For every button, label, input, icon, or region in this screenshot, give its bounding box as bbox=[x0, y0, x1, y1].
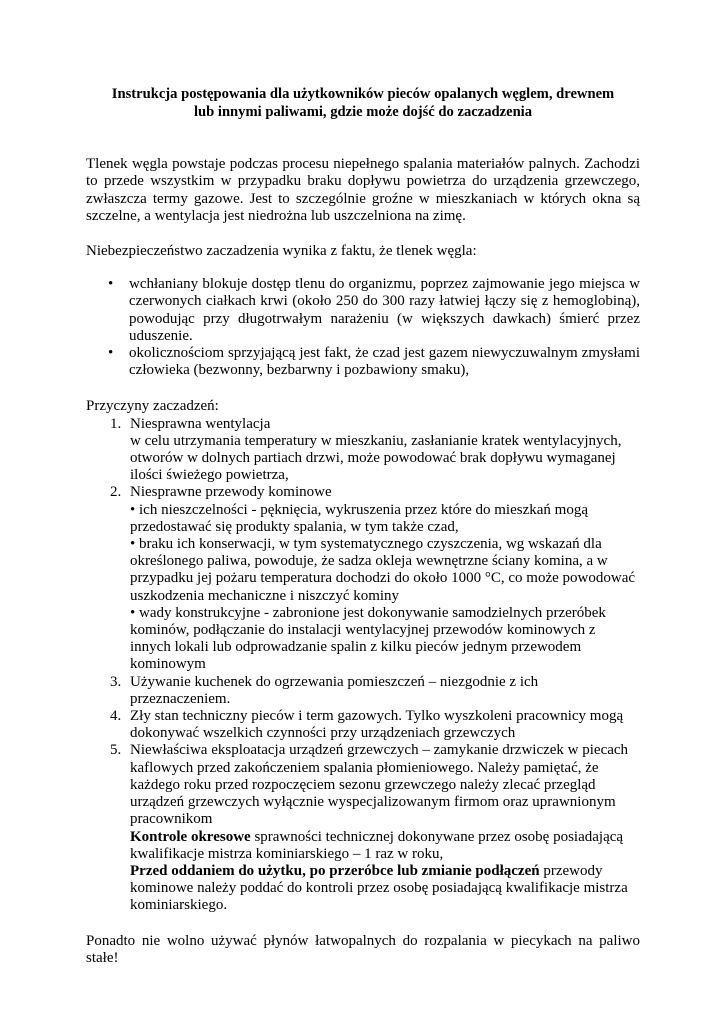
cause-item-ventilation bbox=[86, 416, 640, 485]
document-page bbox=[86, 86, 640, 967]
periodic-check-label: Kontrole okresowe bbox=[130, 828, 251, 845]
cause-number: 2. bbox=[110, 484, 122, 501]
list-item bbox=[86, 276, 640, 345]
cause-item-stoves bbox=[86, 674, 640, 708]
pre-use-check-note bbox=[130, 863, 640, 915]
cause-number: 1. bbox=[110, 415, 122, 432]
document-title bbox=[86, 86, 640, 121]
title-line-2: lub innymi paliwami, gdzie może dojść do zaczadzenia bbox=[193, 103, 533, 120]
cause-subitem: • ich nieszczelności - pęknięcia, wykruszenia przez które do mieszkań mogą przedostawać się produkty spalania, w tym także czad, bbox=[130, 501, 588, 535]
intro-paragraph: Tlenek węgla powstaje podczas procesu niepełnego spalania materiałów palnych. Zachodzi to przede wszystkim w przypadku braku dopływu powietrza do urządzenia grzewczego, zwłaszcza termy gazowe. Jest to szczególnie groźne w mieszkaniach w których okna są szczelne, a wentylacja jest niedrożna lub uszczelniona na zimę. bbox=[86, 156, 640, 224]
cause-detail: w celu utrzymania temperatury w mieszkaniu, zasłanianie kratek wentylacyjnych, otworów w dolnych partiach drzwi, może powodować brak dopływu wymaganej ilości świeżego powietrza, bbox=[130, 432, 622, 484]
cause-item-technical-state bbox=[86, 708, 640, 742]
title-line-1: Instrukcja postępowania dla użytkowników pieców opalanych węglem, drewnem bbox=[111, 86, 615, 102]
bullet-icon: • bbox=[108, 345, 114, 362]
final-warning: Ponadto nie wolno używać płynów łatwopalnych do rozpalania w piecykach na paliwo stałe! bbox=[86, 932, 640, 966]
cause-subitem: • wady konstrukcyjne - zabronione jest dokonywanie samodzielnych przeróbek kominów, podłączanie do instalacji wentylacyjnej przewodów kominowych z innych lokali lub odprowadzanie spalin z kilku pieców jednym przewodem kominowym bbox=[130, 604, 606, 673]
cause-number: 4. bbox=[110, 708, 122, 725]
cause-subitem: • braku ich konserwacji, w tym systematycznego czyszczenia, wg wskazań dla określonego paliwa, powoduje, że sadza okleja wewnętrzne ściany komina, a w przypadku jej pożaru temperatura dochodzi do około 1000 °C, co może powodować uszkodzenia mechaniczne i niszczyć kominy bbox=[130, 536, 636, 604]
causes-list bbox=[86, 416, 640, 915]
cause-item-chimneys bbox=[86, 484, 640, 673]
cause-title: Zły stan techniczny pieców i term gazowych. Tylko wyszkoleni pracownicy mogą dokonywać wszelkich czynności przy urządzeniach grzewczych bbox=[130, 708, 624, 742]
cause-title: Niewłaściwa eksploatacja urządzeń grzewczych – zamykanie drzwiczek w piecach kaflowych przed zakończeniem spalania płomieniowego. Należy pamiętać, że każdego roku przed rozpoczęciem sezonu grzewczego należy zlecać przegląd urządzeń grzewczych wyłącznie wyspecjalizowanym firmom oraz uprawnionym pracownikom bbox=[130, 742, 629, 828]
bullet-text: wchłaniany blokuje dostęp tlenu do organizmu, poprzez zajmowanie jego miejsca w czerwonych ciałkach krwi (około 250 do 300 razy łatwiej łączy się z hemoglobiną), powodując przy długotrwałym narażeniu (w większych dawkach) śmierć przez uduszenie. bbox=[129, 276, 640, 344]
periodic-check-note bbox=[130, 829, 640, 863]
danger-intro: Niebezpieczeństwo zaczadzenia wynika z faktu, że tlenek węgla: bbox=[86, 243, 477, 259]
pre-use-check-text: przewody kominowe należy poddać do kontroli przez osobę posiadającą kwalifikacje mistrza kominiarskiego. bbox=[130, 862, 628, 914]
cause-item-operation bbox=[86, 742, 640, 914]
periodic-check-text: sprawności technicznej dokonywane przez osobę posiadającą kwalifikacje mistrza kominiarskiego – 1 raz w roku, bbox=[130, 828, 624, 862]
cause-number: 5. bbox=[110, 742, 122, 759]
causes-heading: Przyczyny zaczadzeń: bbox=[86, 398, 219, 415]
cause-title: Używanie kuchenek do ogrzewania pomieszczeń – niezgodnie z ich przeznaczeniem. bbox=[130, 673, 539, 707]
pre-use-check-label: Przed oddaniem do użytku, po przeróbce lub zmianie podłączeń bbox=[130, 862, 540, 879]
bullet-text: okolicznościom sprzyjającą jest fakt, że czad jest gazem niewyczuwalnym zmysłami człowieka (bezwonny, bezbarwny i pozbawiony smaku), bbox=[129, 345, 640, 379]
list-item bbox=[86, 345, 640, 379]
danger-bullet-list bbox=[86, 276, 640, 379]
cause-title: Niesprawna wentylacja bbox=[130, 415, 271, 432]
cause-title: Niesprawne przewody kominowe bbox=[130, 484, 332, 501]
cause-number: 3. bbox=[110, 673, 122, 690]
bullet-icon: • bbox=[108, 276, 114, 293]
